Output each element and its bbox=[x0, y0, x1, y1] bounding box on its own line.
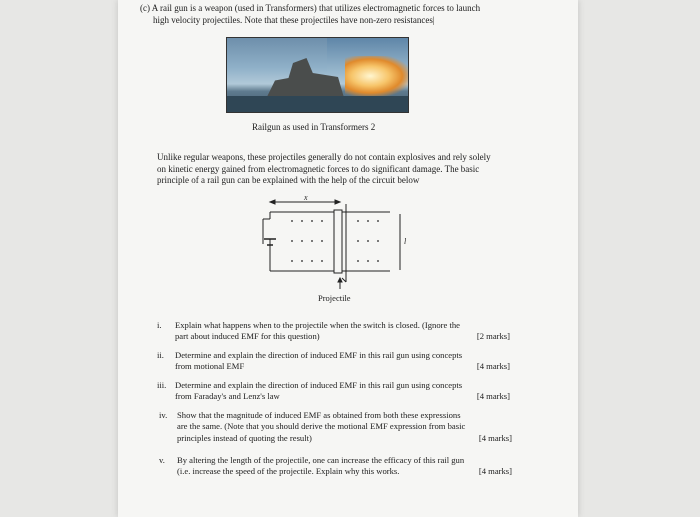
question-5: v. By altering the length of the projectile, one can increase the efficacy of this rail gun (i.e. increase the speed of the projectile. Explain why this works. [4 marks] bbox=[159, 455, 512, 477]
question-4-marks: [4 marks] bbox=[478, 433, 512, 443]
question-1-marks: [2 marks] bbox=[476, 331, 510, 341]
body-line-1: Unlike regular weapons, these projectiles generally do not contain explosives and rely solely bbox=[157, 152, 491, 162]
projectile-label: Projectile bbox=[318, 293, 351, 303]
question-2: ii. Determine and explain the direction of induced EMF in this rail gun using concepts from motional EMF [4 marks] bbox=[157, 350, 510, 372]
x-label: x bbox=[304, 194, 308, 202]
question-4-line-1: Show that the magnitude of induced EMF as obtained from both these expressions bbox=[177, 410, 461, 420]
question-4-line-3: principles instead of quoting the result) bbox=[177, 432, 312, 443]
intro-line-1: (c) A rail gun is a weapon (used in Transformers) that utilizes electromagnetic forces to launch bbox=[140, 3, 481, 13]
question-2-line-1: Determine and explain the direction of induced EMF in this rail gun using concepts bbox=[175, 350, 463, 360]
question-2-marks: [4 marks] bbox=[476, 361, 510, 371]
question-1: i. Explain what happens when to the projectile when the switch is closed. (Ignore the part about induced EMF for this question) [2 marks] bbox=[157, 320, 510, 342]
question-5-line-1: By altering the length of the projectile, one can increase the efficacy of this rail gun bbox=[177, 455, 465, 465]
question-4: iv. Show that the magnitude of induced EMF as obtained from both these expressions are the same. (Note that you should derive the motional EMF expression from basic principles instead of quoting the result) [4 marks] bbox=[159, 410, 512, 443]
question-3-line-2: from Faraday's and Lenz's law bbox=[175, 391, 280, 402]
body-line-2: on kinetic energy gained from electromagnetic forces to do significant damage. The basic bbox=[157, 163, 480, 174]
question-1-line-1: Explain what happens when to the projectile when the switch is closed. (Ignore the bbox=[175, 320, 460, 330]
question-3-line-1: Determine and explain the direction of induced EMF in this rail gun using concepts bbox=[175, 380, 463, 390]
intro-text bbox=[140, 3, 520, 26]
body-line-3: principle of a rail gun can be explained with the help of the circuit below bbox=[157, 175, 420, 185]
question-3: iii. Determine and explain the direction of induced EMF in this rail gun using concepts from Faraday's and Lenz's law [4 marks] bbox=[157, 380, 510, 402]
railgun-photo bbox=[226, 37, 409, 113]
question-1-line-2: part about induced EMF for this question) bbox=[175, 331, 320, 342]
question-5-line-2: (i.e. increase the speed of the projectile. Explain why this works. bbox=[177, 466, 400, 477]
question-2-line-2: from motional EMF bbox=[175, 361, 245, 372]
railgun-circuit-diagram bbox=[230, 194, 410, 294]
body-paragraph bbox=[157, 152, 491, 187]
question-3-marks: [4 marks] bbox=[476, 391, 510, 401]
question-5-marks: [4 marks] bbox=[478, 466, 512, 476]
intro-line-2: high velocity projectiles. Note that these projectiles have non-zero resistances| bbox=[153, 14, 435, 25]
figure-caption: Railgun as used in Transformers 2 bbox=[252, 122, 376, 132]
l-label: l bbox=[404, 237, 407, 246]
question-4-line-2: are the same. (Note that you should derive the motional EMF expression from basic bbox=[177, 421, 466, 432]
